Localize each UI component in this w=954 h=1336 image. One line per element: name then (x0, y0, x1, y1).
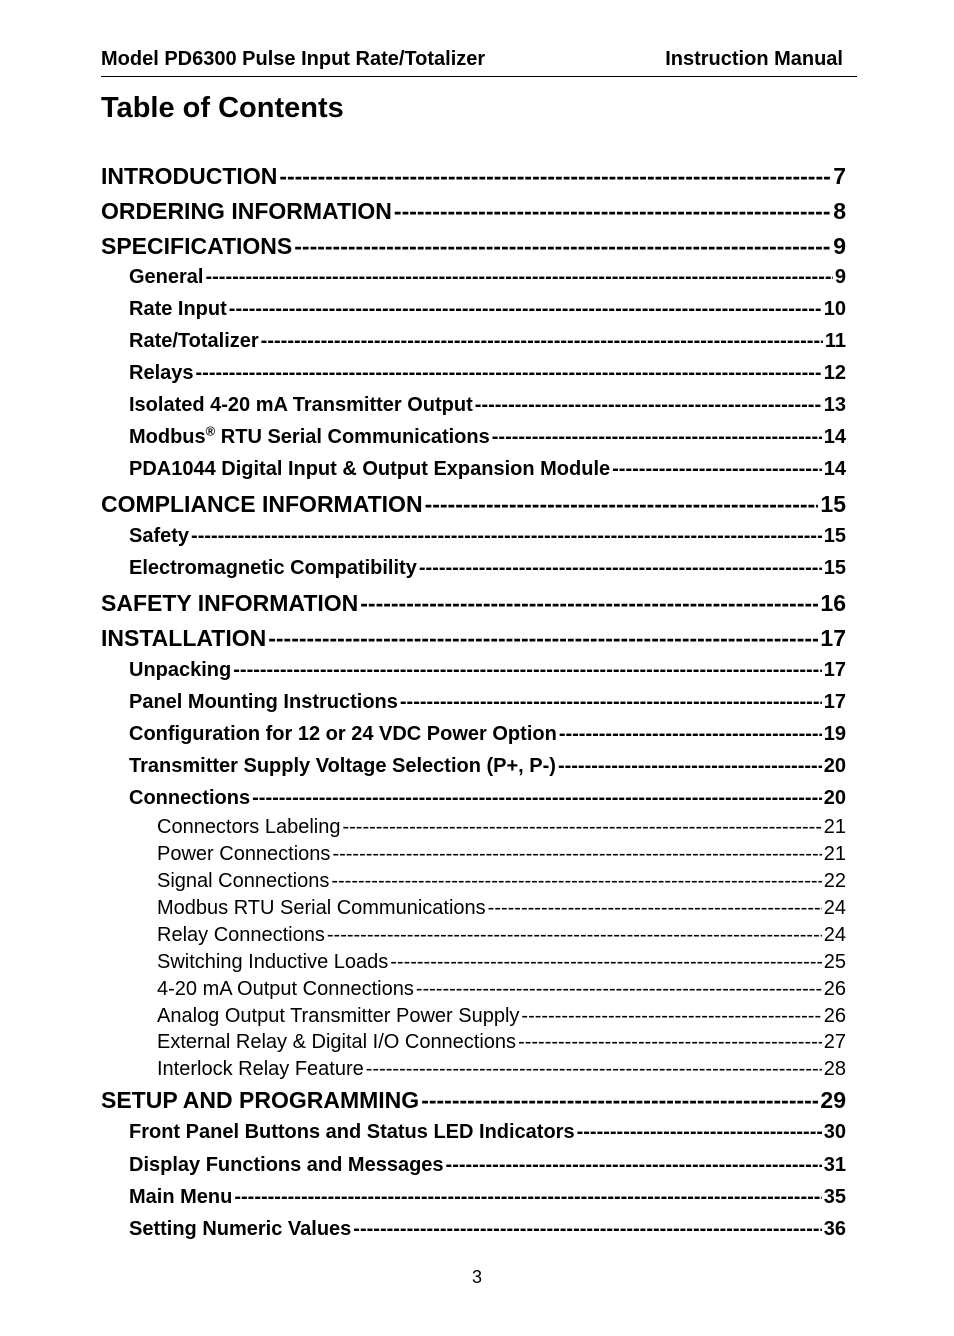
toc-entry-title: Display Functions and Messages (129, 1154, 444, 1176)
toc-entry-title: Transmitter Supply Voltage Selection (P+, P-) (129, 755, 556, 777)
toc-entry[interactable] (129, 787, 846, 810)
toc-leader-dashes (558, 755, 822, 778)
toc-entry-title: Connectors Labeling (157, 816, 341, 838)
toc-leader-dashes (191, 525, 822, 548)
toc-leader-dashes (261, 330, 823, 353)
toc-leader-dashes (331, 870, 821, 893)
toc-entry-title: INTRODUCTION (101, 163, 278, 189)
toc-leader-dashes (612, 458, 822, 481)
toc-entry[interactable] (129, 691, 846, 714)
toc-leader-dashes (518, 1031, 822, 1054)
toc-leader-dashes (488, 897, 822, 920)
toc-entry-page: 24 (823, 924, 846, 946)
toc-leader-dashes (475, 394, 822, 417)
toc-leader-dashes (390, 951, 822, 974)
toc-entry-title: Connections (129, 787, 251, 809)
toc-entry[interactable] (157, 816, 846, 839)
toc-entry-page: 26 (823, 1005, 846, 1027)
toc-leader-dashes (425, 491, 819, 518)
toc-entry[interactable] (101, 163, 846, 190)
toc-entry-title: Setting Numeric Values (129, 1218, 352, 1240)
toc-entry-title: Interlock Relay Feature (157, 1058, 364, 1080)
toc-entry-title: Main Menu (129, 1186, 233, 1208)
toc-entry-page: 15 (823, 557, 846, 579)
toc-entry-title: Analog Output Transmitter Power Supply (157, 1005, 520, 1027)
toc-entry-page: 10 (823, 298, 846, 320)
toc-leader-dashes (421, 1087, 818, 1114)
toc-entry-page: 15 (823, 525, 846, 547)
toc-entry[interactable] (101, 590, 846, 617)
toc-entry-page: 21 (823, 843, 846, 865)
toc-entry-page: 7 (833, 163, 846, 189)
toc-entry-title: Modbus RTU Serial Communications (157, 897, 486, 919)
header-manual-label: Instruction Manual (665, 48, 843, 70)
toc-entry-title: General (129, 266, 204, 288)
toc-entry-page: 20 (823, 755, 846, 777)
toc-entry-title: Panel Mounting Instructions (129, 691, 398, 713)
page-number: 3 (471, 1267, 482, 1287)
toc-entry-page: 29 (820, 1087, 846, 1113)
toc-entry-title: Unpacking (129, 659, 232, 681)
toc-entry[interactable] (157, 1058, 846, 1081)
toc-entry-title: 4-20 mA Output Connections (157, 978, 414, 1000)
toc-leader-dashes (252, 787, 822, 810)
toc-entry-title: Rate/Totalizer (129, 330, 259, 352)
toc-leader-dashes (196, 362, 822, 385)
toc-entry-page: 17 (820, 625, 846, 651)
toc-entry[interactable] (129, 394, 846, 417)
toc-entry[interactable] (157, 951, 846, 974)
toc-entry-page: 27 (823, 1031, 846, 1053)
toc-entry-page: 15 (820, 491, 846, 517)
toc-entry[interactable] (129, 557, 846, 580)
toc-entry-title: Modbus® RTU Serial Communications (129, 426, 490, 448)
toc-entry-title: PDA1044 Digital Input & Output Expansion Module (129, 458, 611, 480)
toc-entry[interactable] (157, 924, 846, 947)
toc-entry[interactable] (129, 298, 846, 321)
toc-entry-page: 11 (824, 330, 846, 352)
toc-leader-dashes (492, 426, 822, 449)
toc-leader-dashes (416, 978, 822, 1001)
toc-leader-dashes (233, 659, 822, 682)
toc-entry[interactable] (129, 1154, 846, 1177)
toc-entry[interactable] (129, 1121, 846, 1144)
toc-entry[interactable] (129, 362, 846, 385)
toc-entry-title: Safety (129, 525, 190, 547)
toc-entry-page: 25 (823, 951, 846, 973)
toc-entry-page: 28 (823, 1058, 846, 1080)
toc-leader-dashes (559, 723, 822, 746)
toc-entry-page: 36 (823, 1218, 846, 1240)
toc-entry-title: SAFETY INFORMATION (101, 590, 359, 616)
toc-entry[interactable] (129, 1218, 846, 1241)
toc-entry-page: 30 (823, 1121, 846, 1143)
toc-entry-page: 21 (823, 816, 846, 838)
toc-leader-dashes (353, 1218, 821, 1241)
toc-entry-page: 31 (823, 1154, 846, 1176)
toc-entry[interactable] (129, 266, 846, 289)
toc-entry-title: SETUP AND PROGRAMMING (101, 1087, 420, 1113)
toc-entry[interactable] (129, 330, 846, 353)
toc-entry-title: SPECIFICATIONS (101, 233, 293, 259)
header-document-title: Model PD6300 Pulse Input Rate/Totalizer (101, 48, 486, 70)
toc-leader-dashes (234, 1186, 821, 1209)
toc-leader-dashes (268, 625, 818, 652)
toc-entry-title: ORDERING INFORMATION (101, 198, 392, 224)
toc-entry[interactable] (129, 426, 846, 449)
toc-entry-page: 26 (823, 978, 846, 1000)
toc-entry[interactable] (157, 870, 846, 893)
toc-entry-page: 24 (823, 897, 846, 919)
toc-leader-dashes (400, 691, 822, 714)
toc-entry-page: 14 (823, 426, 846, 448)
toc-entry-page: 13 (823, 394, 846, 416)
toc-leader-dashes (279, 163, 831, 190)
toc-entry[interactable] (101, 491, 846, 518)
toc-entry[interactable] (129, 723, 846, 746)
toc-entry-page: 35 (823, 1186, 846, 1208)
toc-entry-page: 19 (823, 723, 846, 745)
toc-entry[interactable] (157, 1005, 846, 1028)
toc-entry-title: Switching Inductive Loads (157, 951, 389, 973)
toc-entry[interactable] (101, 233, 846, 260)
toc-leader-dashes (342, 816, 821, 839)
toc-entry[interactable] (157, 1031, 846, 1054)
toc-entry-page: 9 (833, 233, 846, 259)
toc-entry-title: INSTALLATION (101, 625, 267, 651)
toc-entry[interactable] (129, 755, 846, 778)
toc-leader-dashes (205, 266, 832, 289)
toc-entry-title: Electromagnetic Compatibility (129, 557, 417, 579)
toc-entry[interactable] (129, 659, 846, 682)
toc-entry-title: Configuration for 12 or 24 VDC Power Option (129, 723, 557, 745)
toc-entry-title: Front Panel Buttons and Status LED Indicators (129, 1121, 575, 1143)
toc-entry-title: Isolated 4-20 mA Transmitter Output (129, 394, 473, 416)
toc-entry-title: Relay Connections (157, 924, 325, 946)
page-title: Table of Contents (101, 92, 344, 124)
toc-entry-title: Relays (129, 362, 194, 384)
toc-entry-title: Rate Input (129, 298, 227, 320)
toc-entry-page: 17 (823, 691, 846, 713)
toc-leader-dashes (332, 843, 821, 866)
toc-leader-dashes (327, 924, 822, 947)
toc-entry-page: 14 (823, 458, 846, 480)
toc-entry[interactable] (101, 1087, 846, 1114)
toc-entry-page: 17 (823, 659, 846, 681)
toc-entry-title: External Relay & Digital I/O Connections (157, 1031, 517, 1053)
toc-leader-dashes (229, 298, 822, 321)
toc-leader-dashes (294, 233, 831, 260)
toc-entry-page: 12 (823, 362, 846, 384)
toc-entry-page: 8 (833, 198, 846, 224)
toc-entry[interactable] (129, 525, 846, 548)
toc-entry-page: 16 (820, 590, 846, 616)
toc-entry[interactable] (129, 1186, 846, 1209)
toc-entry-page: 9 (834, 266, 846, 288)
toc-leader-dashes (446, 1154, 822, 1177)
toc-entry[interactable] (101, 198, 846, 225)
toc-leader-dashes (366, 1058, 822, 1081)
toc-entry[interactable] (157, 978, 846, 1001)
toc-leader-dashes (577, 1121, 822, 1144)
toc-leader-dashes (360, 590, 818, 617)
toc-entry-page: 20 (823, 787, 846, 809)
toc-entry[interactable] (129, 458, 846, 481)
toc-entry-title: Signal Connections (157, 870, 330, 892)
toc-entry[interactable] (157, 843, 846, 866)
toc-entry-title: COMPLIANCE INFORMATION (101, 491, 423, 517)
toc-leader-dashes (521, 1005, 821, 1028)
toc-entry-page: 22 (823, 870, 846, 892)
toc-entry[interactable] (101, 625, 846, 652)
toc-entry[interactable] (157, 897, 846, 920)
toc-leader-dashes (419, 557, 822, 580)
toc-leader-dashes (394, 198, 831, 225)
toc-entry-title: Power Connections (157, 843, 331, 865)
